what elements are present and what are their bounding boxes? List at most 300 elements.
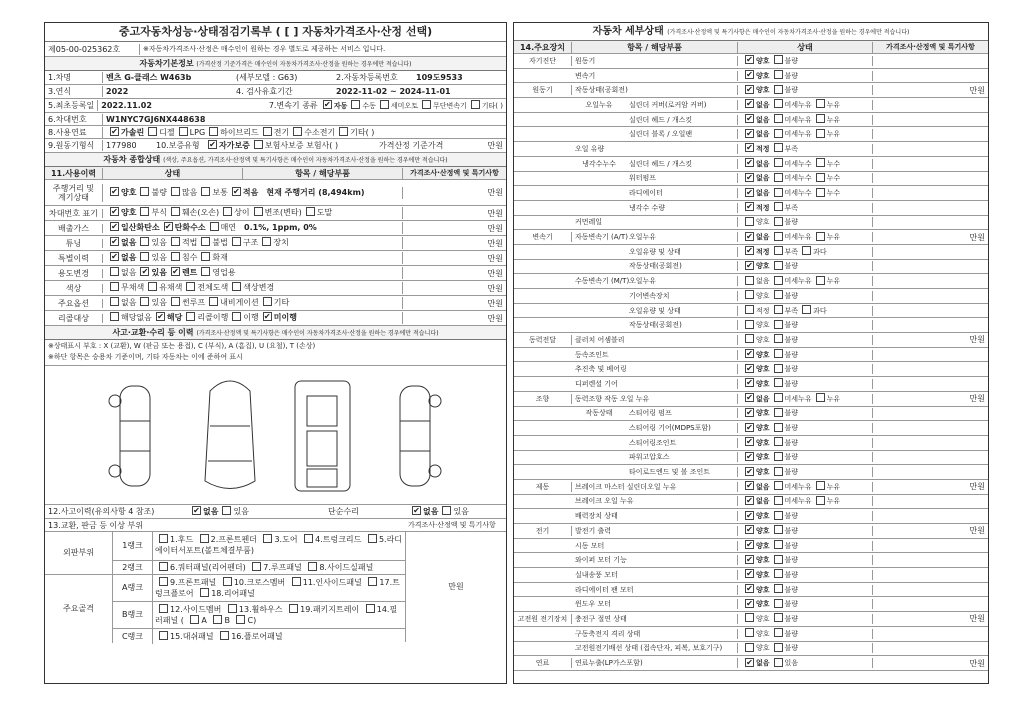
detail-opt-checkbox[interactable] — [745, 290, 754, 299]
detail-row — [514, 69, 988, 84]
detail-opt-checkbox[interactable] — [745, 320, 754, 329]
summary-opt-label: 있음 — [151, 253, 167, 262]
summary-opt-checkbox[interactable] — [210, 222, 219, 231]
part-checkbox[interactable] — [159, 577, 168, 586]
detail-opt-checkbox[interactable] — [774, 481, 783, 490]
detail-opt-checkbox[interactable] — [774, 55, 783, 64]
summary-key: 주요옵션 — [45, 299, 103, 308]
summary-opt-checkbox[interactable] — [140, 187, 149, 196]
detail-opt-label: 적정 — [756, 247, 770, 256]
summary-opt-checkbox[interactable] — [140, 267, 149, 276]
detail-opt-label: 양호 — [756, 350, 770, 359]
detail-row — [514, 216, 988, 231]
detail-opt-checkbox[interactable] — [745, 188, 754, 197]
part-checkbox[interactable] — [159, 534, 168, 543]
detail-opt-label: 불량 — [784, 262, 799, 271]
repair-yes-checkbox[interactable] — [442, 506, 451, 515]
detail-opt-checkbox[interactable] — [745, 540, 754, 549]
summary-opt-label: 불량 — [151, 187, 167, 197]
summary-opt-checkbox[interactable] — [232, 312, 241, 321]
summary-opt-checkbox[interactable] — [156, 312, 165, 321]
detail-opt-checkbox[interactable] — [745, 452, 754, 461]
repair-none-checkbox[interactable] — [412, 506, 421, 515]
detail-opt-checkbox[interactable] — [816, 99, 825, 108]
detail-opt-checkbox[interactable] — [745, 437, 754, 446]
detail-opt-checkbox[interactable] — [802, 246, 811, 255]
summary-opt-checkbox[interactable] — [171, 297, 180, 306]
detail-opt-checkbox[interactable] — [745, 599, 754, 608]
summary-opt-checkbox[interactable] — [140, 297, 149, 306]
part-checkbox[interactable] — [159, 562, 168, 571]
detail-group: 전기 — [514, 526, 572, 536]
replace-header-row — [45, 519, 506, 532]
summary-row — [45, 221, 506, 236]
detail-opt-checkbox[interactable] — [774, 555, 783, 564]
summary-opt-checkbox[interactable] — [171, 252, 180, 261]
detail-opt-checkbox[interactable] — [745, 276, 754, 285]
detail-opt-checkbox[interactable] — [774, 290, 783, 299]
part-label: 17.트렁크플로어 — [155, 578, 400, 598]
detail-subgroup: 수동변속기 (M/T) — [575, 277, 630, 286]
summary-opt-checkbox[interactable] — [232, 237, 241, 246]
detail-row — [514, 436, 988, 451]
detail-opt-checkbox[interactable] — [745, 85, 754, 94]
summary-opt-label: 적법 — [181, 238, 198, 247]
part-checkbox[interactable] — [200, 534, 209, 543]
basic-info-note: (가격산정 기준가격은 매수인이 자동차가격조사·산정을 원하는 경우에만 적습니다) — [196, 61, 412, 68]
detail-opt-checkbox[interactable] — [745, 99, 754, 108]
summary-opt-label: 없음 — [121, 253, 137, 262]
detail-opt-checkbox[interactable] — [774, 246, 783, 255]
detail-opt-checkbox[interactable] — [745, 364, 754, 373]
detail-group: 자기진단 — [514, 56, 572, 66]
summary-opt-checkbox[interactable] — [209, 297, 218, 306]
summary-opt-checkbox[interactable] — [232, 282, 241, 291]
detail-opt-checkbox[interactable] — [745, 569, 754, 578]
summary-opt-label: 구조 — [242, 238, 259, 247]
summary-amount: 만원 — [487, 298, 503, 308]
part-checkbox[interactable] — [263, 534, 272, 543]
detail-opt-label: 양호 — [756, 71, 770, 80]
detail-item: 실린더 블록 / 오일팬 — [626, 129, 738, 139]
summary-opt-label: 없음 — [121, 238, 137, 247]
detail-opt-checkbox[interactable] — [774, 305, 783, 314]
detail-opt-checkbox[interactable] — [774, 496, 783, 505]
detail-opt-checkbox[interactable] — [745, 643, 754, 652]
detail-item: 파워고압호스 — [626, 452, 738, 462]
part-checkbox[interactable] — [220, 631, 229, 640]
summary-amount: 만원 — [487, 208, 503, 218]
detail-opt-checkbox[interactable] — [745, 70, 754, 79]
detail-opt-checkbox[interactable] — [774, 525, 783, 534]
detail-item: 윈도우 모터 — [572, 599, 738, 609]
summary-opt-checkbox[interactable] — [201, 187, 210, 196]
warranty-opt-checkbox[interactable] — [208, 140, 217, 149]
summary-opt-label: 렌트 — [181, 268, 198, 277]
part-checkbox[interactable] — [190, 615, 199, 624]
summary-opt-checkbox[interactable] — [110, 237, 119, 246]
detail-opt-checkbox[interactable] — [774, 584, 783, 593]
detail-opt-checkbox[interactable] — [816, 129, 825, 138]
detail-group: 조향 — [514, 394, 572, 404]
detail-opt-label: 양호 — [756, 409, 770, 418]
detail-opt-label: 있음 — [784, 659, 799, 668]
summary-opt-label: 탄화수소 — [174, 223, 206, 232]
trans-opt-checkbox[interactable] — [422, 100, 431, 109]
detail-opt-label: 양호 — [756, 644, 770, 653]
summary-row — [45, 266, 506, 281]
detail-opt-checkbox[interactable] — [745, 349, 754, 358]
summary-opt-checkbox[interactable] — [110, 312, 119, 321]
detail-opt-label: 미세누유 — [784, 233, 812, 242]
detail-opt-checkbox[interactable] — [745, 525, 754, 534]
detail-opt-checkbox[interactable] — [816, 232, 825, 241]
detail-opt-label: 미세누유 — [784, 100, 812, 109]
detail-opt-checkbox[interactable] — [774, 129, 783, 138]
detail-opt-checkbox[interactable] — [774, 143, 783, 152]
part-label: 11.인사이드패널 — [302, 578, 362, 587]
detail-opt-label: 없음 — [756, 189, 770, 198]
detail-opt-label: 양호 — [756, 512, 770, 521]
detail-row — [514, 421, 988, 436]
part-checkbox[interactable] — [292, 577, 301, 586]
part-checkbox[interactable] — [366, 604, 375, 613]
trans-opt-checkbox[interactable] — [380, 100, 389, 109]
detail-opt-checkbox[interactable] — [774, 408, 783, 417]
detail-opt-checkbox[interactable] — [774, 261, 783, 270]
summary-opt-checkbox[interactable] — [140, 252, 149, 261]
part-label: 14.필러패널 ( — [155, 605, 398, 625]
part-checkbox[interactable] — [159, 604, 168, 613]
detail-row — [514, 348, 988, 363]
detail-opt-checkbox[interactable] — [774, 511, 783, 520]
detail-opt-label: 양호 — [756, 262, 770, 271]
col-state: 상태 — [738, 42, 873, 53]
detail-opt-label: 없음 — [756, 115, 770, 124]
detail-opt-checkbox[interactable] — [745, 613, 754, 622]
summary-opt-checkbox[interactable] — [110, 267, 119, 276]
summary-key: 용도변경 — [45, 269, 103, 278]
detail-item: 워터펌프 — [626, 173, 738, 183]
accident-history-row — [45, 505, 506, 519]
summary-opt-checkbox[interactable] — [201, 267, 210, 276]
fuel-opt-checkbox[interactable] — [339, 127, 348, 136]
summary-opt-checkbox[interactable] — [262, 237, 271, 246]
detail-row — [514, 172, 988, 187]
detail-opt-checkbox[interactable] — [816, 188, 825, 197]
trans-opt-checkbox[interactable] — [323, 100, 332, 109]
detail-opt-checkbox[interactable] — [745, 423, 754, 432]
fuel-opt-label: 가솔린 — [121, 127, 145, 137]
detail-opt-label: 양호 — [756, 218, 770, 227]
summary-opt-checkbox[interactable] — [110, 207, 119, 216]
detail-opt-checkbox[interactable] — [774, 99, 783, 108]
detail-header — [514, 23, 988, 41]
summary-opt-label: 썬루프 — [181, 298, 206, 307]
trans-opt-label: 기타( ) — [481, 101, 503, 110]
detail-opt-checkbox[interactable] — [745, 173, 754, 182]
detail-opt-checkbox[interactable] — [774, 628, 783, 637]
summary-opt-checkbox[interactable] — [254, 207, 263, 216]
part-label: 7.루프패널 — [263, 563, 302, 572]
summary-opt-checkbox[interactable] — [201, 252, 210, 261]
col-item: 항목 / 해당부품 — [243, 168, 403, 179]
detail-opt-label: 불량 — [784, 556, 799, 565]
summary-opt-checkbox[interactable] — [110, 282, 119, 291]
detail-opt-checkbox[interactable] — [816, 276, 825, 285]
detail-group: 변속기 — [514, 232, 572, 242]
part-label: A — [201, 616, 207, 625]
detail-opt-checkbox[interactable] — [745, 202, 754, 211]
summary-opt-label: 미이행 — [273, 313, 297, 322]
detail-opt-checkbox[interactable] — [745, 628, 754, 637]
detail-opt-checkbox[interactable] — [816, 173, 825, 182]
detail-opt-checkbox[interactable] — [774, 276, 783, 285]
part-label: B — [224, 616, 230, 625]
detail-row — [514, 54, 988, 69]
detail-opt-checkbox[interactable] — [774, 378, 783, 387]
detail-opt-checkbox[interactable] — [816, 158, 825, 167]
detail-opt-label: 누유 — [826, 277, 841, 286]
warranty-opt-label: 자가보증 — [219, 141, 250, 150]
summary-opt-checkbox[interactable] — [110, 187, 119, 196]
detail-opt-checkbox[interactable] — [745, 481, 754, 490]
detail-opt-checkbox[interactable] — [774, 70, 783, 79]
detail-row — [514, 333, 988, 348]
detail-opt-label: 없음 — [756, 233, 770, 242]
detail-opt-checkbox[interactable] — [774, 569, 783, 578]
outer-label: 외판부위 — [45, 532, 113, 574]
detail-opt-checkbox[interactable] — [745, 143, 754, 152]
detail-opt-label: 불량 — [784, 291, 799, 300]
detail-opt-checkbox[interactable] — [745, 217, 754, 226]
detail-opt-checkbox[interactable] — [774, 320, 783, 329]
part-checkbox[interactable] — [308, 562, 317, 571]
detail-opt-checkbox[interactable] — [774, 334, 783, 343]
rank2-items — [153, 561, 405, 575]
summary-row — [45, 180, 506, 206]
detail-opt-checkbox[interactable] — [745, 496, 754, 505]
basic-row — [45, 113, 506, 126]
detail-opt-checkbox[interactable] — [774, 643, 783, 652]
detail-opt-checkbox[interactable] — [745, 584, 754, 593]
detail-item: 연료누출(LP가스포함) — [572, 658, 738, 668]
rankC-items — [153, 629, 405, 644]
summary-opt-checkbox[interactable] — [140, 237, 149, 246]
summary-opt-label: 장치 — [273, 238, 289, 247]
summary-opt-checkbox[interactable] — [110, 222, 119, 231]
detail-opt-checkbox[interactable] — [774, 188, 783, 197]
summary-opt-checkbox[interactable] — [201, 237, 210, 246]
detail-item: 스티어링 펌프 — [626, 408, 738, 418]
detail-opt-checkbox[interactable] — [745, 246, 754, 255]
summary-opt-checkbox[interactable] — [171, 207, 180, 216]
fuel-opt-checkbox[interactable] — [209, 127, 218, 136]
summary-opt-checkbox[interactable] — [186, 312, 195, 321]
detail-opt-label: 불량 — [784, 71, 799, 80]
summary-key: 배출가스 — [45, 224, 103, 233]
detail-item: 스티어링 기어(MDPS포함) — [626, 423, 738, 433]
detail-item: 배력장치 상태 — [572, 511, 738, 521]
basic-value2: (세부모델 : G63) — [236, 73, 298, 82]
summary-amount: 만원 — [487, 188, 503, 197]
detail-opt-label: 불량 — [784, 512, 799, 521]
summary-opt-label: 많음 — [181, 187, 198, 197]
summary-opt-label: 침수 — [181, 253, 198, 262]
detail-opt-checkbox[interactable] — [774, 452, 783, 461]
detail-opt-checkbox[interactable] — [816, 114, 825, 123]
part-checkbox[interactable] — [159, 631, 168, 640]
detail-opt-checkbox[interactable] — [745, 334, 754, 343]
detail-opt-checkbox[interactable] — [745, 467, 754, 476]
part-label: 16.플로어패널 — [231, 632, 283, 641]
summary-opt-checkbox[interactable] — [164, 222, 173, 231]
detail-opt-checkbox[interactable] — [774, 217, 783, 226]
part-checkbox[interactable] — [213, 615, 222, 624]
rank1-label: 1랭크 — [113, 532, 153, 560]
fuel-opt-checkbox[interactable] — [263, 127, 272, 136]
part-checkbox[interactable] — [200, 588, 209, 597]
detail-opt-label: 적정 — [756, 306, 770, 315]
detail-opt-checkbox[interactable] — [745, 158, 754, 167]
accident-none-checkbox[interactable] — [192, 506, 201, 515]
summary-opt-checkbox[interactable] — [171, 187, 180, 196]
detail-row — [514, 98, 988, 113]
fuel-opt-checkbox[interactable] — [148, 127, 157, 136]
detail-opt-checkbox[interactable] — [745, 114, 754, 123]
detail-opt-label: 양호 — [756, 468, 770, 477]
detail-opt-checkbox[interactable] — [745, 305, 754, 314]
summary-opt-checkbox[interactable] — [140, 207, 149, 216]
summary-opt-label: 변조(변타) — [264, 208, 302, 217]
detail-opt-checkbox[interactable] — [774, 540, 783, 549]
detail-opt-checkbox[interactable] — [745, 511, 754, 520]
part-label: 3.도어 — [274, 535, 298, 544]
detail-opt-checkbox[interactable] — [745, 129, 754, 138]
rank2-label: 2랭크 — [113, 561, 153, 575]
summary-opt-checkbox[interactable] — [263, 297, 272, 306]
detail-item: 시동 모터 — [572, 541, 738, 551]
part-checkbox[interactable] — [252, 562, 261, 571]
summary-opt-checkbox[interactable] — [306, 207, 315, 216]
detail-opt-checkbox[interactable] — [774, 467, 783, 476]
detail-opt-checkbox[interactable] — [774, 613, 783, 622]
basic-row — [45, 85, 506, 99]
detail-title: 자동차 세부상태 — [592, 26, 664, 37]
detail-item: 등속조인트 — [572, 350, 738, 360]
detail-opt-checkbox[interactable] — [745, 658, 754, 667]
part-label: 2.프론트펜더 — [210, 535, 257, 544]
detail-opt-checkbox[interactable] — [745, 378, 754, 387]
detail-opt-checkbox[interactable] — [745, 408, 754, 417]
trans-opt-checkbox[interactable] — [351, 100, 360, 109]
part-checkbox[interactable] — [304, 534, 313, 543]
detail-opt-checkbox[interactable] — [745, 393, 754, 402]
detail-opt-checkbox[interactable] — [774, 158, 783, 167]
detail-opt-label: 양호 — [756, 321, 770, 330]
summary-opt-checkbox[interactable] — [223, 207, 232, 216]
summary-opt-label: 부식 — [151, 208, 167, 217]
replace-amount: 만원 — [448, 582, 464, 591]
detail-opt-checkbox[interactable] — [816, 496, 825, 505]
detail-opt-checkbox[interactable] — [774, 114, 783, 123]
summary-opt-checkbox[interactable] — [232, 187, 241, 196]
detail-note: (가격조사·산정액 및 특기사항은 매수인이 자동차가격조사·산정을 원하는 경우에만 적습니다) — [667, 29, 910, 36]
summary-opt-checkbox[interactable] — [110, 297, 119, 306]
fuel-opt-checkbox[interactable] — [179, 127, 188, 136]
warranty-opt-checkbox[interactable] — [254, 140, 263, 149]
fuel-opt-checkbox[interactable] — [110, 127, 119, 136]
detail-opt-checkbox[interactable] — [774, 349, 783, 358]
detail-opt-checkbox[interactable] — [774, 232, 783, 241]
left-panel — [44, 22, 507, 684]
detail-opt-checkbox[interactable] — [745, 555, 754, 564]
basic-value2: 4. 검사유효기간 — [236, 87, 293, 96]
detail-row — [514, 362, 988, 377]
part-checkbox[interactable] — [223, 577, 232, 586]
car-side-left-icon — [109, 386, 150, 486]
detail-row — [514, 377, 988, 392]
summary-opt-checkbox[interactable] — [110, 252, 119, 261]
detail-opt-checkbox[interactable] — [816, 393, 825, 402]
detail-opt-checkbox[interactable] — [802, 305, 811, 314]
detail-opt-checkbox[interactable] — [774, 173, 783, 182]
summary-opt-checkbox[interactable] — [186, 282, 195, 291]
detail-row — [514, 289, 988, 304]
part-checkbox[interactable] — [236, 615, 245, 624]
part-checkbox[interactable] — [228, 604, 237, 613]
detail-amount: 만원 — [969, 482, 985, 492]
fuel-opt-checkbox[interactable] — [293, 127, 302, 136]
detail-opt-checkbox[interactable] — [745, 261, 754, 270]
trans-opt-checkbox[interactable] — [471, 100, 480, 109]
detail-subgroup: 오일누유 — [585, 100, 613, 109]
accident-yes-checkbox[interactable] — [222, 506, 231, 515]
summary-row — [45, 296, 506, 311]
detail-opt-checkbox[interactable] — [774, 393, 783, 402]
detail-item: 브레이크 오일 누유 — [572, 496, 738, 506]
detail-opt-label: 불량 — [784, 409, 799, 418]
detail-opt-checkbox[interactable] — [774, 364, 783, 373]
detail-opt-label: 없음 — [756, 130, 770, 139]
detail-opt-label: 부족 — [784, 203, 799, 212]
detail-opt-checkbox[interactable] — [774, 85, 783, 94]
summary-opt-checkbox[interactable] — [148, 282, 157, 291]
detail-item: 디퍼렌셜 기어 — [572, 379, 738, 389]
summary-opt-checkbox[interactable] — [263, 312, 272, 321]
detail-opt-checkbox[interactable] — [774, 202, 783, 211]
part-checkbox[interactable] — [368, 577, 377, 586]
detail-row — [514, 480, 988, 495]
opt-none: 없음 — [203, 507, 219, 516]
part-checkbox[interactable] — [368, 534, 377, 543]
part-checkbox[interactable] — [289, 604, 298, 613]
detail-opt-checkbox[interactable] — [774, 658, 783, 667]
summary-opt-checkbox[interactable] — [171, 237, 180, 246]
rankB-items — [153, 602, 405, 628]
detail-opt-checkbox[interactable] — [774, 599, 783, 608]
detail-opt-label: 양호 — [756, 424, 770, 433]
detail-opt-checkbox[interactable] — [745, 232, 754, 241]
summary-opt-checkbox[interactable] — [171, 267, 180, 276]
detail-opt-checkbox[interactable] — [774, 423, 783, 432]
detail-opt-checkbox[interactable] — [774, 437, 783, 446]
simple-repair-label: 단순수리 — [328, 507, 359, 516]
detail-item: 고전원전기배선 상태 (접속단자, 피복, 보호기구) — [572, 643, 738, 653]
part-label: 8.사이드실패널 — [319, 563, 374, 572]
detail-opt-checkbox[interactable] — [816, 481, 825, 490]
detail-opt-checkbox[interactable] — [745, 55, 754, 64]
